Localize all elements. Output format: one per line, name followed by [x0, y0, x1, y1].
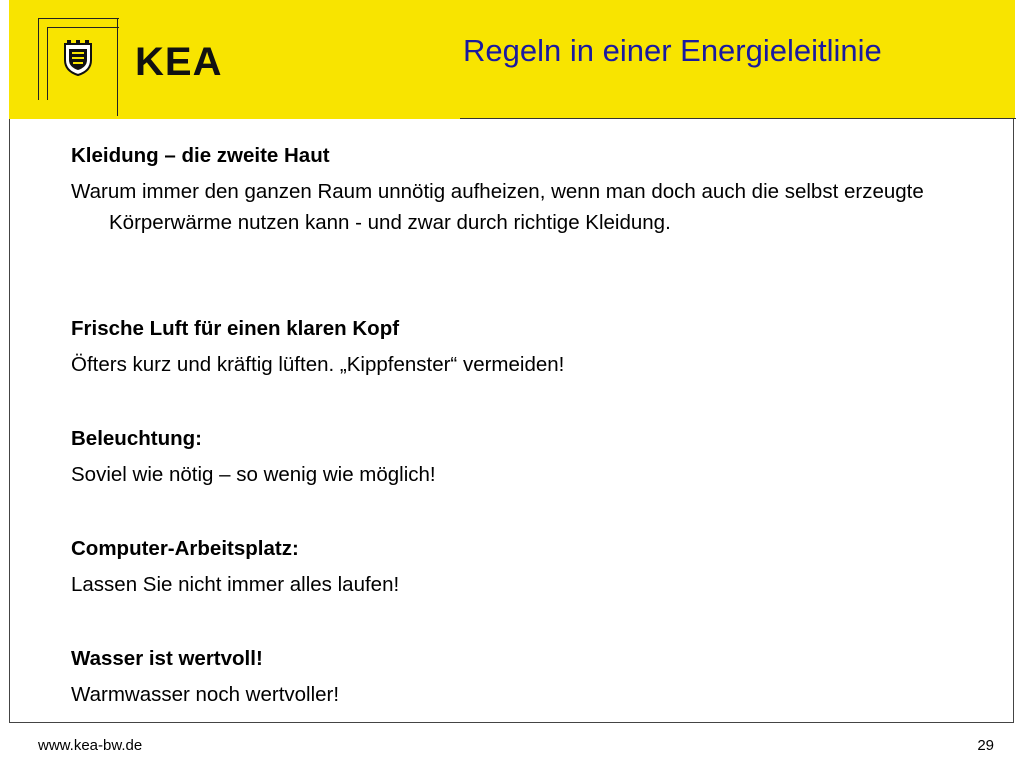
section-lighting [71, 426, 951, 490]
coat-of-arms-icon [62, 40, 94, 76]
section-text: Lassen Sie nicht immer alles laufen! [71, 573, 400, 596]
section-heading: Frische Luft für einen klaren Kopf [71, 317, 400, 340]
section-heading: Computer-Arbeitsplatz: [71, 537, 299, 560]
slide-title: Regeln in einer Energieleitlinie [463, 33, 882, 68]
brand-logo-text: KEA [135, 40, 223, 84]
section-heading: Kleidung – die zweite Haut [71, 144, 330, 167]
section-computer [71, 536, 951, 600]
section-heading: Beleuchtung: [71, 427, 202, 450]
logo-divider [117, 18, 118, 116]
section-text: Warmwasser noch wertvoller! [71, 683, 340, 706]
footer-url[interactable]: www.kea-bw.de [38, 737, 143, 754]
section-water [71, 646, 951, 710]
section-text: Öfters kurz und kräftig lüften. „Kippfenster“ vermeiden! [71, 353, 565, 376]
section-heading: Wasser ist wertvoll! [71, 647, 263, 670]
section-clothing [71, 143, 951, 238]
section-fresh-air [71, 316, 951, 380]
page-number: 29 [977, 737, 994, 754]
section-text: Soviel wie nötig – so wenig wie möglich! [71, 463, 436, 486]
section-text: Warum immer den ganzen Raum unnötig aufheizen, wenn man doch auch die selbst erzeugte Körperwärme nutzen kann - und zwar durch richtige Kleidung. [71, 180, 924, 234]
